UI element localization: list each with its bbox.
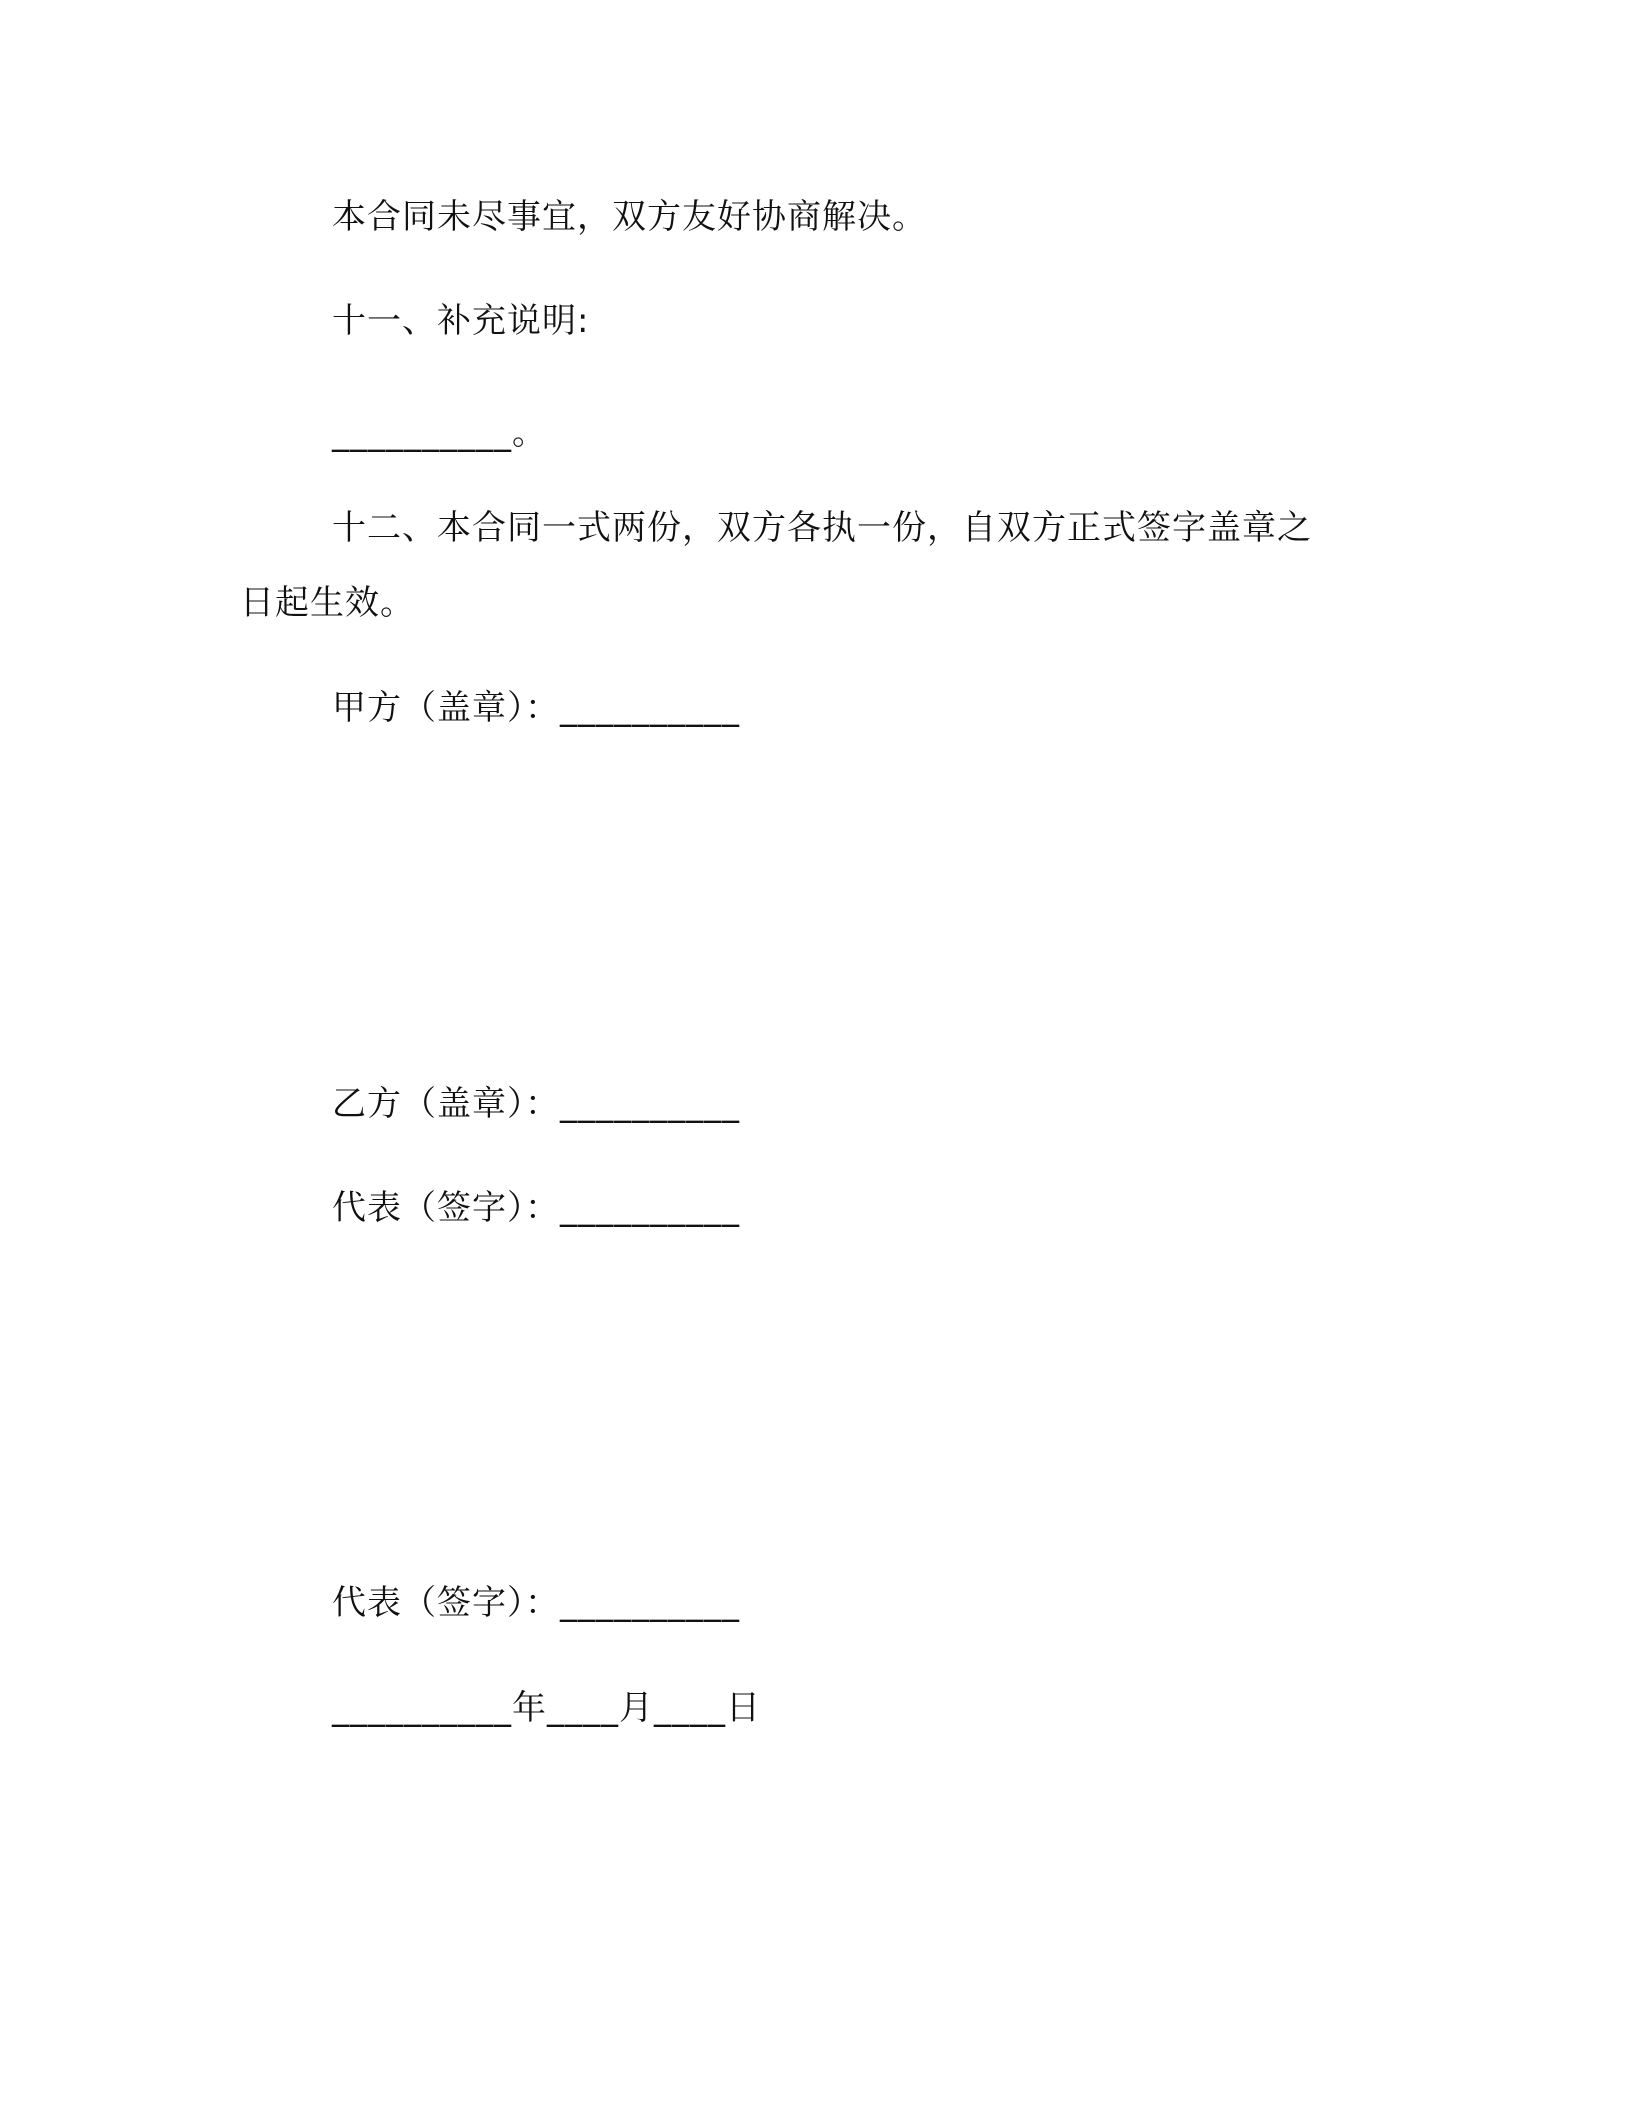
date-line: __________年____月____日 <box>332 1688 761 1728</box>
representative-signature-line-1: 代表（签字）：__________ <box>332 1188 740 1228</box>
paragraph-unresolved-matters: 本合同未尽事宜，双方友好协商解决。 <box>332 197 927 237</box>
section-12-line-1: 十二、本合同一式两份，双方各执一份，自双方正式签字盖章之 <box>332 508 1312 548</box>
section-11-heading: 十一、补充说明: <box>332 301 590 341</box>
representative-signature-line-2: 代表（签字）：__________ <box>332 1583 740 1623</box>
party-a-seal-line: 甲方（盖章）：__________ <box>332 688 740 728</box>
party-b-seal-line: 乙方（盖章）：__________ <box>332 1084 740 1124</box>
section-11-blank: __________。 <box>332 413 547 453</box>
section-12-line-2: 日起生效。 <box>240 583 415 623</box>
